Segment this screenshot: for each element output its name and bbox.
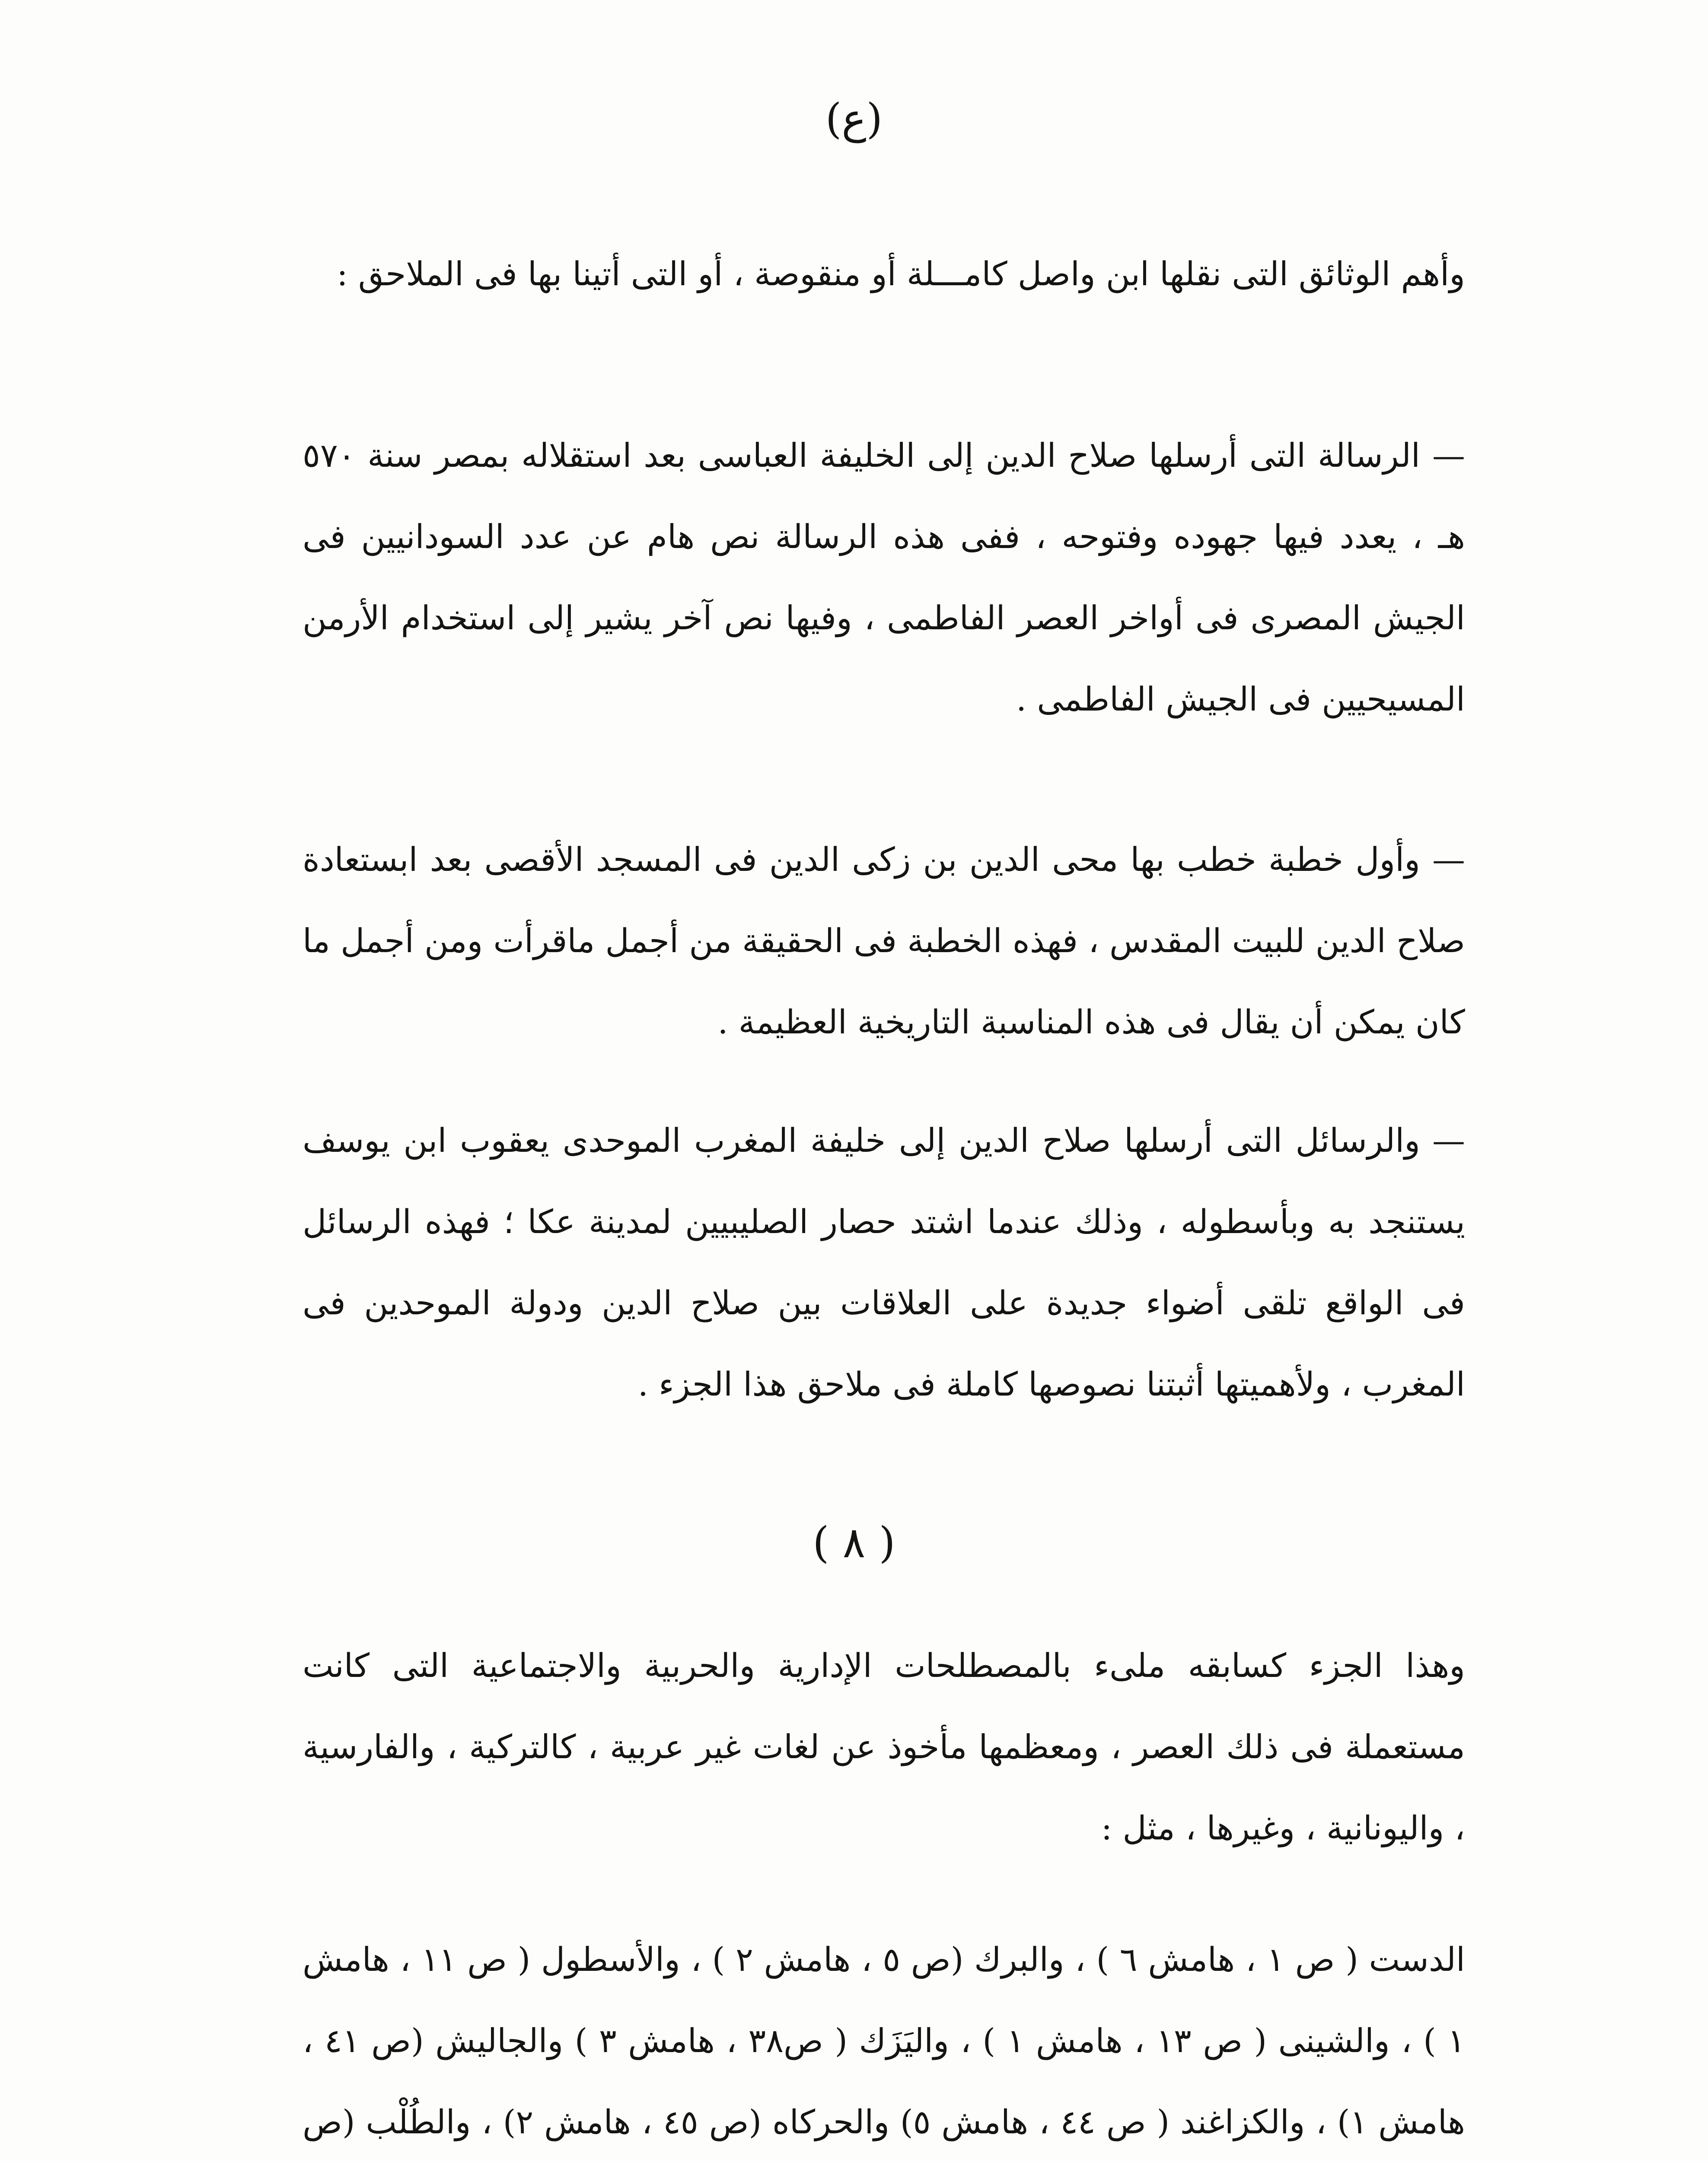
document-item (303, 819, 1465, 1063)
document-item (303, 1100, 1465, 1425)
document-item-text: الرسالة التى أرسلها صلاح الدين إلى الخليفة العباسى بعد استقلاله بمصر سنة ٥٧٠ هـ ، يعدد فيها جهوده وفتوحه ، ففى هذه الرسالة نص هام عن عدد السودانيين فى الجيش المصرى فى أواخر العصر الفاطمى ، وفيها نص آخر يشير إلى استخدام الأرمن المسيحيين فى الجيش الفاطمى . (303, 436, 1465, 718)
terms-intro-paragraph (303, 1625, 1465, 1869)
item-dash: — (1432, 436, 1465, 475)
document-item-text: والرسائل التى أرسلها صلاح الدين إلى خليفة المغرب الموحدى يعقوب ابن يوسف يستنجد به وبأسطوله ، وذلك عندما اشتد حصار الصليبيين لمدينة عكا ؛ فهذه الرسائل فى الواقع تلقى أضواء جديدة على العلاقات بين صلاح الدين ودولة الموحدين فى المغرب ، ولأهميتها أثبتنا نصوصها كاملة فى ملاحق هذا الجزء . (303, 1121, 1465, 1403)
item-dash: — (1432, 1121, 1465, 1160)
intro-text: وأهم الوثائق التى نقلها ابن واصل كامـــلة أو منقوصة ، أو التى أتينا بها فى الملاحق : (337, 255, 1465, 293)
document-item-paragraph (303, 1100, 1465, 1425)
terms-intro-text: وهذا الجزء كسابقه ملىء بالمصطلحات الإدارية والحربية والاجتماعية التى كانت مستعملة فى ذلك العصر ، ومعظمها مأخوذ عن لغات غير عربية ، كالتركية ، والفارسية ، واليونانية ، وغيرها ، مثل : (303, 1646, 1465, 1847)
document-item-text: وأول خطبة خطب بها محى الدين بن زكى الدين فى المسجد الأقصى بعد ابستعادة صلاح الدين للبيت المقدس ، فهذه الخطبة فى الحقيقة من أجمل ماقرأت ومن أجمل ما كان يمكن أن يقال فى هذه المناسبة التاريخية العظيمة . (303, 840, 1465, 1041)
document-item-paragraph (303, 819, 1465, 1063)
section-number: ( ٨ ) (813, 1518, 895, 1568)
item-dash: — (1432, 840, 1465, 879)
page-number: (ع) (825, 95, 883, 143)
document-item (303, 415, 1465, 740)
terms-list-text: الدست ( ص ١ ، هامش ٦ ) ، والبرك (ص ٥ ، هامش ٢ ) ، والأسطول ( ص ١١ ، هامش ١ ) ، والشينى ( ص ١٣ ، هامش ١ ) ، واليَزَك ( ص٣٨ ، هامش ٣ ) والجاليش (ص ٤١ ، هامش ١) ، والكزاغند ( ص ٤٤ ، هامش ٥) والحركاه (ص ٤٥ ، هامش ٢) ، والطُلْب (ص (303, 1940, 1466, 2141)
terms-list-paragraph (303, 1919, 1465, 2161)
intro-paragraph (303, 233, 1465, 315)
document-item-paragraph (303, 415, 1465, 740)
